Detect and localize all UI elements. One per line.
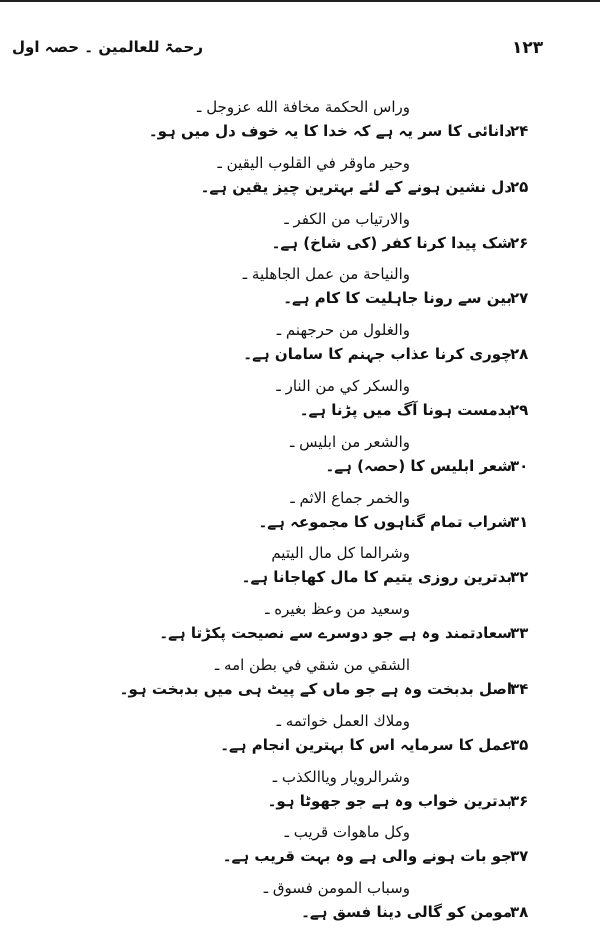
entry-number: ۲۵ xyxy=(510,177,529,196)
arabic-line: والخمر جماع الاثم ـ xyxy=(290,488,410,507)
entry-number: ۲۸ xyxy=(510,345,529,364)
page-number: ۱۲۳ xyxy=(512,38,544,58)
arabic-line: والنياحة من عمل الجاهلية ـ xyxy=(242,265,410,284)
urdu-translation: بدمست ہونا آگ میں پڑنا ہے۔ xyxy=(299,401,512,419)
entry-number: ۲۴ xyxy=(510,122,529,140)
entry-number: ۳۰ xyxy=(510,456,529,475)
urdu-translation: عمل کا سرمایہ اس کا بہترین انجام ہے۔ xyxy=(220,735,512,754)
urdu-translation: شراب تمام گناہوں کا مجموعہ ہے۔ xyxy=(258,512,512,531)
entry-number: ۳۷ xyxy=(510,847,529,866)
arabic-line: وسباب المومن فسوق ـ xyxy=(263,879,410,898)
urdu-translation: بدترین روزی یتیم کا مال کھاجانا ہے۔ xyxy=(241,568,512,587)
urdu-translation: بین سے رونا جاہلیت کا کام ہے۔ xyxy=(283,289,512,308)
urdu-translation: سعادتمند وہ ہے جو دوسرے سے نصیحت پکڑتا ہے۔ xyxy=(159,624,512,643)
urdu-translation: دل نشین ہونے کے لئے بہترین چیز یقین ہے۔ xyxy=(200,177,512,196)
urdu-translation: دانائی کا سر یہ ہے کہ خدا کا یہ خوف دل میں ہو۔ xyxy=(148,122,512,140)
arabic-line: وشرالما كل مال اليتيم xyxy=(271,544,410,563)
urdu-translation: بدترین خواب وہ ہے جو جھوٹا ہو۔ xyxy=(267,791,512,810)
urdu-translation: شعر ابلیس کا (حصہ) ہے۔ xyxy=(325,456,512,475)
arabic-line: وسعيد من وعظ بغيره ـ xyxy=(265,600,410,619)
entry-number: ۲۷ xyxy=(510,289,529,308)
entry-number: ۳۵ xyxy=(510,735,529,754)
urdu-translation: مومن کو گالی دینا فسق ہے۔ xyxy=(301,903,512,922)
entry-number: ۳۳ xyxy=(510,624,529,643)
running-header-title: رحمۃ للعالمین ۔ حصہ اول xyxy=(12,38,203,56)
arabic-line: والسكر كي من النار ـ xyxy=(276,377,410,395)
entry-number: ۳۶ xyxy=(510,791,529,810)
top-rule xyxy=(0,0,600,2)
entry-number: ۲۶ xyxy=(510,233,529,252)
arabic-line: وحير ماوقر في القلوب اليقين ـ xyxy=(217,153,410,172)
urdu-translation: شک پیدا کرنا کفر (کی شاخ) ہے۔ xyxy=(271,233,512,252)
arabic-line: وشرالرويار وياالكذب ـ xyxy=(272,767,410,786)
arabic-line: والغلول من حرجهنم ـ xyxy=(276,321,410,340)
entry-number: ۳۸ xyxy=(510,903,529,922)
urdu-translation: اصل بدبخت وہ ہے جو ماں کے پیٹ ہی میں بدبخت ہو۔ xyxy=(119,680,512,698)
arabic-line: الشقي من شقي في بطن امه ـ xyxy=(214,656,410,674)
arabic-line: وكل ماهوات قريب ـ xyxy=(284,823,410,842)
arabic-line: والشعر من ابليس ـ xyxy=(290,432,410,451)
entry-number: ۲۹ xyxy=(510,401,529,419)
urdu-translation: چوری کرنا عذاب جہنم کا سامان ہے۔ xyxy=(243,345,512,364)
arabic-line: والارتياب من الكفر ـ xyxy=(284,209,410,228)
entry-number: ۳۱ xyxy=(510,512,529,531)
arabic-line: وراس الحكمة مخافة الله عزوجل ـ xyxy=(197,98,410,116)
arabic-line: وملاك العمل خواتمه ـ xyxy=(276,711,410,730)
urdu-translation: جو بات ہونے والی ہے وہ بہت قریب ہے۔ xyxy=(222,847,512,866)
entry-number: ۳۴ xyxy=(510,680,529,698)
entry-number: ۳۲ xyxy=(510,568,529,587)
